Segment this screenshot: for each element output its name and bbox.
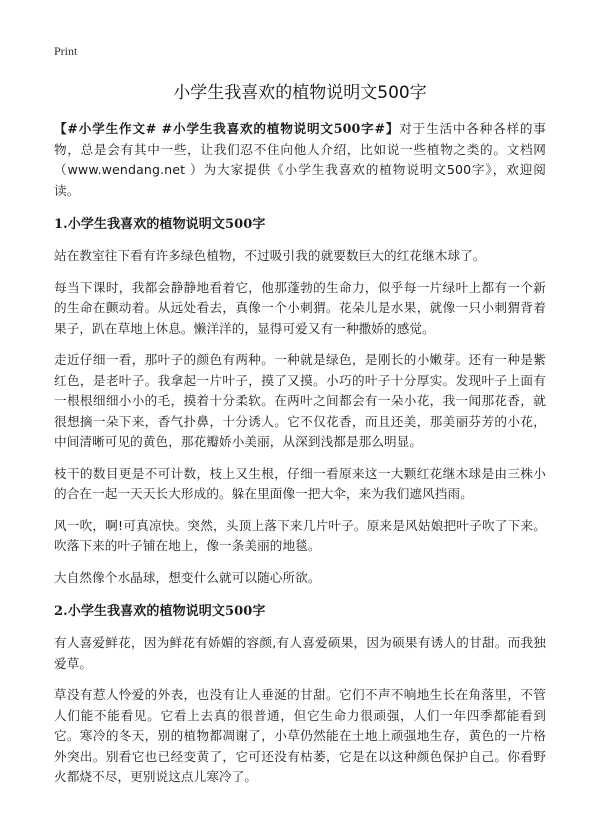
paragraph: 枝干的数目更是不可计数，枝上又生根，仔细一看原来这一大颗红花继木球是由三株小的合在一起一天天长大形成的。躲在里面像一把大伞，来为我们遮风挡雨。	[54, 465, 546, 501]
page-title: 小学生我喜欢的植物说明文500字	[173, 83, 427, 103]
paragraph: 走近仔细一看，那叶子的颜色有两种。一种就是绿色，是刚长的小嫩芽。还有一种是紫红色，是老叶子。我拿起一片叶子，摸了又摸。小巧的叶子十分厚实。发现叶子上面有一根根细细小小的毛，摸着十分柔软。在两叶之间都会有一朵小花，我一闻那花香，就很想摘一朵下来，香气扑鼻，十分诱人。它不仅花香，而且还美，那美丽芬芳的小花，中间清晰可见的黄色，那花瓣娇小美丽，从深到浅都是那么明显。	[54, 352, 546, 449]
article-body	[54, 119, 546, 799]
section-heading-1: 1.小学生我喜欢的植物说明文500字	[54, 217, 266, 232]
intro-paragraph	[54, 119, 546, 201]
print-link[interactable]: Print	[54, 44, 78, 58]
intro-text: 对于生活中各种各样的事物，总是会有其中一些，让我们忍不住向他人介绍，比如说一些植物之类的。文档网（www.wendang.net ）为大家提供《小学生我喜欢的植物说明文500字》，欢迎阅读。	[54, 121, 546, 198]
paragraph: 有人喜爱鲜花，因为鲜花有娇媚的容颜,有人喜爱硕果，因为硕果有诱人的甘甜。而我独爱草。	[54, 635, 546, 671]
paragraph: 风一吹，啊!可真凉快。突然，头顶上落下来几片叶子。原来是风姑娘把叶子吹了下来。吹落下来的叶子铺在地上，像一条美丽的地毯。	[54, 517, 546, 553]
intro-lead: 【#小学生作文# #小学生我喜欢的植物说明文500字#】	[54, 121, 400, 136]
paragraph: 草没有惹人怜爱的外表，也没有让人垂涎的甘甜。它们不声不响地生长在角落里，不管人们能不能看见。它看上去真的很普通，但它生命力很顽强，人们一年四季都能看到它。寒冷的冬天，别的植物都凋谢了，小草仍然能在土地上顽强地生存，黄色的一片格外突出。别看它也已经变黄了，它可还没有枯萎，它是在以这种颜色保护自己。你看野火都烧不尽，更别说这点儿寒冷了。	[54, 687, 546, 784]
paragraph: 大自然像个水晶球，想变什么就可以随心所欲。	[54, 569, 321, 585]
paragraph: 每当下课时，我都会静静地看着它，他那蓬勃的生命力，似乎每一片绿叶上都有一个新的生命在颤动着。从远处看去，真像一个小刺猬。花朵儿是水果，就像一只小刺猬背着果子，趴在草地上休息。懒洋洋的，显得可爱又有一种撒娇的感觉。	[54, 279, 546, 336]
section-heading-2: 2.小学生我喜欢的植物说明文500字	[54, 604, 266, 619]
paragraph: 站在教室往下看有许多绿色植物，不过吸引我的就要数巨大的红花继木球了。	[54, 248, 486, 263]
